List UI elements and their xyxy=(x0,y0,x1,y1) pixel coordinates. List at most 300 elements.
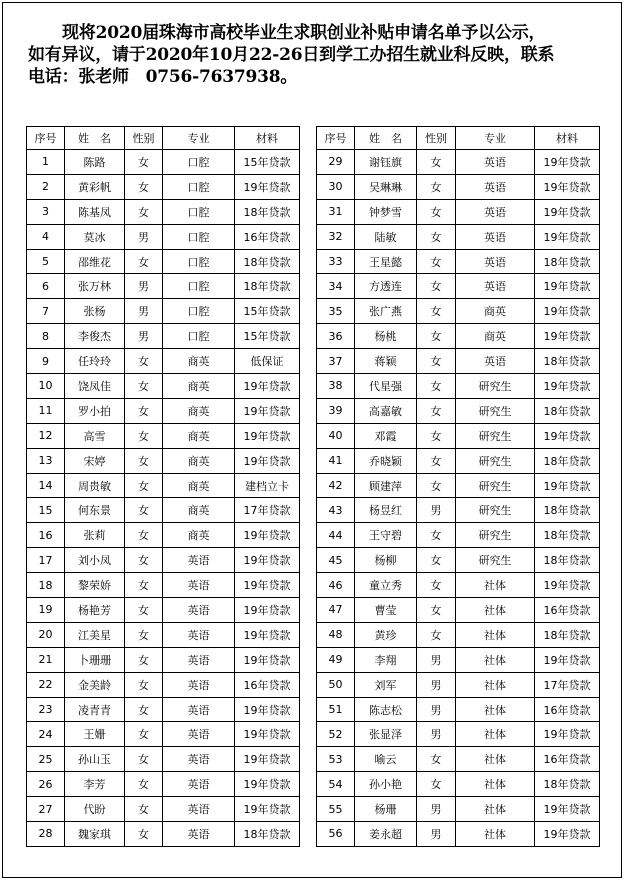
cell-material: 19年贷款 xyxy=(235,398,300,423)
cell-name: 邵维花 xyxy=(65,249,125,274)
table-row xyxy=(317,498,600,523)
cell-index: 7 xyxy=(27,299,65,324)
cell-material: 19年贷款 xyxy=(235,647,300,672)
cell-name: 王星懿 xyxy=(355,249,417,274)
table-row xyxy=(317,622,600,647)
table-row xyxy=(317,722,600,747)
cell-material: 15年贷款 xyxy=(235,150,300,175)
table-row xyxy=(27,772,300,797)
cell-material: 19年贷款 xyxy=(535,722,600,747)
cell-index: 4 xyxy=(27,224,65,249)
cell-gender: 男 xyxy=(125,324,163,349)
table-row xyxy=(27,722,300,747)
cell-material: 19年贷款 xyxy=(235,174,300,199)
cell-material: 19年贷款 xyxy=(535,797,600,822)
notice-line-3: 电话：张老师 0756-7637938。 xyxy=(28,67,298,87)
table-row xyxy=(317,423,600,448)
cell-gender: 女 xyxy=(125,174,163,199)
cell-material: 18年贷款 xyxy=(535,448,600,473)
cell-gender: 女 xyxy=(417,448,456,473)
cell-material: 16年贷款 xyxy=(235,672,300,697)
cell-name: 杨珊 xyxy=(355,797,417,822)
cell-name: 饶凤佳 xyxy=(65,374,125,399)
cell-gender: 女 xyxy=(125,722,163,747)
cell-material: 19年贷款 xyxy=(235,523,300,548)
table-row xyxy=(317,448,600,473)
cell-index: 42 xyxy=(317,473,355,498)
cell-index: 1 xyxy=(27,150,65,175)
table-row xyxy=(317,274,600,299)
cell-gender: 女 xyxy=(125,822,163,847)
cell-index: 43 xyxy=(317,498,355,523)
cell-gender: 女 xyxy=(125,747,163,772)
cell-major: 研究生 xyxy=(456,498,535,523)
cell-gender: 女 xyxy=(417,573,456,598)
cell-major: 英语 xyxy=(456,349,535,374)
cell-gender: 女 xyxy=(417,374,456,399)
cell-index: 30 xyxy=(317,174,355,199)
cell-material: 19年贷款 xyxy=(235,747,300,772)
cell-name: 杨柳 xyxy=(355,548,417,573)
cell-material: 19年贷款 xyxy=(535,150,600,175)
cell-major: 口腔 xyxy=(163,150,235,175)
cell-index: 35 xyxy=(317,299,355,324)
cell-name: 宋婷 xyxy=(65,448,125,473)
table-row xyxy=(27,622,300,647)
cell-material: 18年贷款 xyxy=(535,249,600,274)
cell-gender: 男 xyxy=(417,672,456,697)
table-row xyxy=(317,772,600,797)
cell-index: 52 xyxy=(317,722,355,747)
cell-gender: 男 xyxy=(125,299,163,324)
cell-name: 代盼 xyxy=(65,797,125,822)
table-row xyxy=(27,423,300,448)
table-row xyxy=(317,672,600,697)
notice-line-1: 现将2020届珠海市高校毕业生求职创业补贴申请名单予以公示， xyxy=(62,23,546,43)
cell-name: 童立秀 xyxy=(355,573,417,598)
table-row xyxy=(317,349,600,374)
header-major: 专业 xyxy=(163,127,235,150)
cell-index: 31 xyxy=(317,199,355,224)
cell-gender: 女 xyxy=(125,448,163,473)
cell-gender: 女 xyxy=(417,174,456,199)
cell-gender: 男 xyxy=(417,822,456,847)
cell-index: 46 xyxy=(317,573,355,598)
cell-index: 41 xyxy=(317,448,355,473)
cell-gender: 女 xyxy=(125,423,163,448)
cell-gender: 女 xyxy=(125,672,163,697)
cell-major: 商英 xyxy=(163,349,235,374)
cell-index: 9 xyxy=(27,349,65,374)
cell-gender: 女 xyxy=(417,324,456,349)
cell-gender: 女 xyxy=(125,498,163,523)
cell-material: 19年贷款 xyxy=(535,274,600,299)
cell-gender: 女 xyxy=(125,249,163,274)
cell-material: 16年贷款 xyxy=(535,747,600,772)
table-header-row xyxy=(27,127,300,150)
cell-material: 19年贷款 xyxy=(235,772,300,797)
cell-gender: 女 xyxy=(417,772,456,797)
cell-material: 19年贷款 xyxy=(535,299,600,324)
cell-major: 商英 xyxy=(456,324,535,349)
cell-material: 18年贷款 xyxy=(535,398,600,423)
cell-major: 英语 xyxy=(163,598,235,623)
cell-material: 19年贷款 xyxy=(535,224,600,249)
cell-gender: 女 xyxy=(417,423,456,448)
table-row xyxy=(27,548,300,573)
cell-major: 社体 xyxy=(456,647,535,672)
cell-material: 16年贷款 xyxy=(535,598,600,623)
cell-material: 18年贷款 xyxy=(535,349,600,374)
cell-index: 16 xyxy=(27,523,65,548)
cell-index: 18 xyxy=(27,573,65,598)
cell-name: 曹莹 xyxy=(355,598,417,623)
cell-index: 17 xyxy=(27,548,65,573)
cell-name: 张显泽 xyxy=(355,722,417,747)
cell-index: 5 xyxy=(27,249,65,274)
cell-gender: 女 xyxy=(125,573,163,598)
cell-major: 商英 xyxy=(163,448,235,473)
table-row xyxy=(317,822,600,847)
cell-index: 44 xyxy=(317,523,355,548)
header-index: 序号 xyxy=(317,127,355,150)
cell-gender: 女 xyxy=(125,150,163,175)
cell-index: 26 xyxy=(27,772,65,797)
table-row xyxy=(317,548,600,573)
table-header-row xyxy=(317,127,600,150)
cell-name: 金美龄 xyxy=(65,672,125,697)
cell-major: 英语 xyxy=(163,747,235,772)
cell-index: 15 xyxy=(27,498,65,523)
table-row xyxy=(317,150,600,175)
cell-material: 低保证 xyxy=(235,349,300,374)
cell-name: 卜珊珊 xyxy=(65,647,125,672)
cell-major: 社体 xyxy=(456,797,535,822)
table-row xyxy=(27,274,300,299)
table-row xyxy=(317,473,600,498)
table-row xyxy=(317,747,600,772)
cell-major: 英语 xyxy=(163,797,235,822)
table-row xyxy=(27,697,300,722)
cell-major: 英语 xyxy=(163,622,235,647)
cell-major: 商英 xyxy=(163,498,235,523)
cell-name: 黎荣娇 xyxy=(65,573,125,598)
cell-material: 18年贷款 xyxy=(535,622,600,647)
cell-major: 商英 xyxy=(163,523,235,548)
cell-name: 李芳 xyxy=(65,772,125,797)
cell-material: 19年贷款 xyxy=(535,324,600,349)
cell-index: 20 xyxy=(27,622,65,647)
cell-major: 商英 xyxy=(163,398,235,423)
cell-major: 研究生 xyxy=(456,473,535,498)
header-name: 姓 名 xyxy=(355,127,417,150)
table-row xyxy=(27,573,300,598)
cell-material: 19年贷款 xyxy=(535,199,600,224)
cell-name: 刘小凤 xyxy=(65,548,125,573)
table-row xyxy=(27,473,300,498)
cell-gender: 女 xyxy=(125,523,163,548)
table-row xyxy=(27,324,300,349)
cell-name: 孙山玉 xyxy=(65,747,125,772)
cell-gender: 男 xyxy=(125,224,163,249)
cell-name: 高嘉敏 xyxy=(355,398,417,423)
cell-major: 英语 xyxy=(163,697,235,722)
cell-material: 19年贷款 xyxy=(235,797,300,822)
cell-name: 杨艳芳 xyxy=(65,598,125,623)
cell-material: 19年贷款 xyxy=(535,573,600,598)
roster-table-left xyxy=(26,126,300,847)
cell-gender: 女 xyxy=(125,548,163,573)
cell-gender: 女 xyxy=(125,349,163,374)
cell-index: 27 xyxy=(27,797,65,822)
header-gender: 性别 xyxy=(417,127,456,150)
cell-name: 凌青青 xyxy=(65,697,125,722)
cell-name: 王守碧 xyxy=(355,523,417,548)
cell-material: 18年贷款 xyxy=(535,498,600,523)
cell-index: 55 xyxy=(317,797,355,822)
cell-material: 19年贷款 xyxy=(235,697,300,722)
cell-gender: 女 xyxy=(417,598,456,623)
cell-index: 28 xyxy=(27,822,65,847)
cell-material: 16年贷款 xyxy=(535,697,600,722)
cell-name: 王姗 xyxy=(65,722,125,747)
cell-major: 社体 xyxy=(456,573,535,598)
cell-major: 英语 xyxy=(456,150,535,175)
cell-gender: 女 xyxy=(417,274,456,299)
cell-name: 黄彩帆 xyxy=(65,174,125,199)
cell-index: 34 xyxy=(317,274,355,299)
cell-index: 54 xyxy=(317,772,355,797)
cell-major: 口腔 xyxy=(163,224,235,249)
cell-gender: 男 xyxy=(417,797,456,822)
cell-material: 19年贷款 xyxy=(235,573,300,598)
table-row xyxy=(27,822,300,847)
cell-name: 魏家琪 xyxy=(65,822,125,847)
cell-material: 19年贷款 xyxy=(535,423,600,448)
table-row xyxy=(317,797,600,822)
cell-material: 19年贷款 xyxy=(535,374,600,399)
cell-name: 谢钰旗 xyxy=(355,150,417,175)
cell-material: 15年贷款 xyxy=(235,324,300,349)
cell-gender: 女 xyxy=(417,548,456,573)
cell-material: 17年贷款 xyxy=(535,672,600,697)
table-row xyxy=(27,747,300,772)
cell-name: 刘军 xyxy=(355,672,417,697)
cell-index: 37 xyxy=(317,349,355,374)
cell-name: 顾建萍 xyxy=(355,473,417,498)
cell-material: 19年贷款 xyxy=(235,374,300,399)
cell-index: 6 xyxy=(27,274,65,299)
cell-major: 英语 xyxy=(456,199,535,224)
cell-index: 29 xyxy=(317,150,355,175)
cell-gender: 女 xyxy=(125,199,163,224)
cell-gender: 女 xyxy=(417,249,456,274)
cell-material: 建档立卡 xyxy=(235,473,300,498)
cell-major: 英语 xyxy=(456,249,535,274)
cell-major: 研究生 xyxy=(456,423,535,448)
cell-gender: 女 xyxy=(125,598,163,623)
cell-name: 乔晓颖 xyxy=(355,448,417,473)
cell-material: 19年贷款 xyxy=(235,598,300,623)
cell-gender: 女 xyxy=(417,473,456,498)
table-row xyxy=(317,299,600,324)
table-row xyxy=(27,374,300,399)
table-row xyxy=(27,224,300,249)
table-row xyxy=(27,523,300,548)
cell-major: 社体 xyxy=(456,622,535,647)
cell-name: 高雪 xyxy=(65,423,125,448)
cell-gender: 女 xyxy=(417,747,456,772)
cell-gender: 女 xyxy=(417,523,456,548)
cell-gender: 男 xyxy=(417,647,456,672)
table-row xyxy=(27,647,300,672)
cell-index: 8 xyxy=(27,324,65,349)
table-row xyxy=(27,349,300,374)
cell-gender: 女 xyxy=(125,398,163,423)
cell-name: 陆敏 xyxy=(355,224,417,249)
cell-name: 张广燕 xyxy=(355,299,417,324)
table-row xyxy=(27,299,300,324)
table-row xyxy=(27,150,300,175)
notice-text xyxy=(28,22,600,88)
cell-major: 英语 xyxy=(456,174,535,199)
cell-gender: 女 xyxy=(417,622,456,647)
cell-material: 19年贷款 xyxy=(535,647,600,672)
cell-material: 19年贷款 xyxy=(535,473,600,498)
cell-major: 商英 xyxy=(163,423,235,448)
cell-gender: 女 xyxy=(125,797,163,822)
cell-gender: 女 xyxy=(417,224,456,249)
cell-name: 姜永超 xyxy=(355,822,417,847)
cell-material: 18年贷款 xyxy=(235,274,300,299)
cell-name: 张万林 xyxy=(65,274,125,299)
cell-index: 48 xyxy=(317,622,355,647)
table-row xyxy=(317,224,600,249)
cell-major: 英语 xyxy=(163,548,235,573)
cell-name: 李俊杰 xyxy=(65,324,125,349)
cell-gender: 女 xyxy=(125,647,163,672)
cell-gender: 女 xyxy=(125,473,163,498)
cell-material: 15年贷款 xyxy=(235,299,300,324)
cell-index: 10 xyxy=(27,374,65,399)
cell-major: 社体 xyxy=(456,672,535,697)
cell-name: 何东景 xyxy=(65,498,125,523)
table-row xyxy=(317,573,600,598)
cell-material: 19年贷款 xyxy=(235,423,300,448)
cell-name: 罗小拍 xyxy=(65,398,125,423)
cell-name: 邓霞 xyxy=(355,423,417,448)
cell-name: 杨桃 xyxy=(355,324,417,349)
table-row xyxy=(27,598,300,623)
cell-material: 19年贷款 xyxy=(535,822,600,847)
roster-table-right xyxy=(316,126,600,847)
cell-gender: 男 xyxy=(125,274,163,299)
cell-index: 12 xyxy=(27,423,65,448)
cell-major: 英语 xyxy=(456,274,535,299)
cell-major: 口腔 xyxy=(163,174,235,199)
cell-major: 口腔 xyxy=(163,274,235,299)
cell-name: 李翔 xyxy=(355,647,417,672)
cell-material: 19年贷款 xyxy=(235,722,300,747)
table-row xyxy=(317,647,600,672)
table-row xyxy=(317,374,600,399)
notice-line-2: 如有异议，请于2020年10月22-26日到学工办招生就业科反映，联系 xyxy=(28,45,555,65)
cell-major: 研究生 xyxy=(456,548,535,573)
cell-name: 张杨 xyxy=(65,299,125,324)
cell-name: 钟梦雪 xyxy=(355,199,417,224)
table-row xyxy=(27,398,300,423)
cell-name: 方透连 xyxy=(355,274,417,299)
cell-material: 18年贷款 xyxy=(535,548,600,573)
cell-material: 18年贷款 xyxy=(235,249,300,274)
cell-index: 36 xyxy=(317,324,355,349)
cell-index: 25 xyxy=(27,747,65,772)
cell-major: 社体 xyxy=(456,772,535,797)
cell-index: 38 xyxy=(317,374,355,399)
table-row xyxy=(27,174,300,199)
cell-name: 江美星 xyxy=(65,622,125,647)
table-row xyxy=(317,398,600,423)
cell-index: 45 xyxy=(317,548,355,573)
cell-gender: 女 xyxy=(125,622,163,647)
cell-material: 18年贷款 xyxy=(535,772,600,797)
cell-major: 社体 xyxy=(456,697,535,722)
cell-major: 英语 xyxy=(163,647,235,672)
cell-index: 19 xyxy=(27,598,65,623)
cell-index: 47 xyxy=(317,598,355,623)
cell-material: 18年贷款 xyxy=(235,199,300,224)
cell-name: 黄珍 xyxy=(355,622,417,647)
table-row xyxy=(317,249,600,274)
cell-major: 研究生 xyxy=(456,374,535,399)
cell-name: 周贵敏 xyxy=(65,473,125,498)
header-gender: 性别 xyxy=(125,127,163,150)
cell-index: 13 xyxy=(27,448,65,473)
cell-material: 17年贷款 xyxy=(235,498,300,523)
cell-index: 40 xyxy=(317,423,355,448)
cell-major: 口腔 xyxy=(163,299,235,324)
cell-index: 24 xyxy=(27,722,65,747)
cell-index: 51 xyxy=(317,697,355,722)
header-material: 材料 xyxy=(235,127,300,150)
cell-gender: 女 xyxy=(125,374,163,399)
cell-material: 19年贷款 xyxy=(235,622,300,647)
cell-major: 研究生 xyxy=(456,398,535,423)
cell-index: 3 xyxy=(27,199,65,224)
table-row xyxy=(317,174,600,199)
cell-name: 莫冰 xyxy=(65,224,125,249)
table-row xyxy=(27,199,300,224)
cell-index: 14 xyxy=(27,473,65,498)
cell-gender: 男 xyxy=(417,697,456,722)
cell-major: 社体 xyxy=(456,747,535,772)
header-name: 姓 名 xyxy=(65,127,125,150)
table-row xyxy=(27,249,300,274)
cell-major: 口腔 xyxy=(163,249,235,274)
cell-major: 研究生 xyxy=(456,523,535,548)
cell-major: 商英 xyxy=(163,473,235,498)
cell-name: 陈路 xyxy=(65,150,125,175)
header-major: 专业 xyxy=(456,127,535,150)
cell-major: 口腔 xyxy=(163,199,235,224)
cell-major: 商英 xyxy=(456,299,535,324)
cell-material: 19年贷款 xyxy=(535,174,600,199)
cell-name: 陈志松 xyxy=(355,697,417,722)
cell-material: 16年贷款 xyxy=(235,224,300,249)
cell-major: 口腔 xyxy=(163,324,235,349)
roster-body-left xyxy=(27,150,300,847)
cell-index: 39 xyxy=(317,398,355,423)
